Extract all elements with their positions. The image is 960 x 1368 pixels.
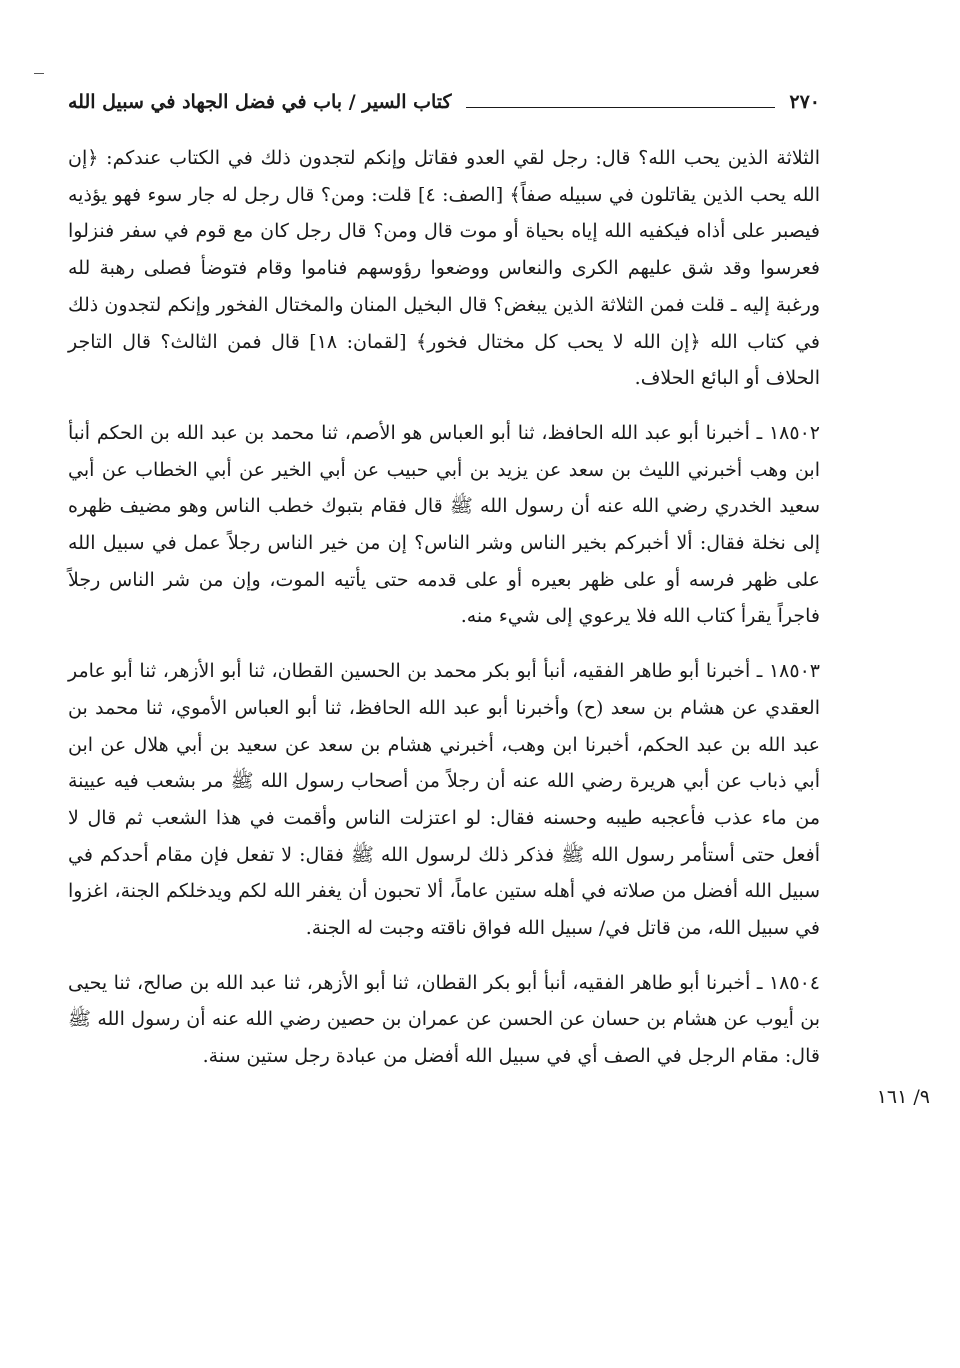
hadith-18503: [68, 653, 820, 947]
paragraph-text: الثلاثة الذين يحب الله؟ قال: رجل لقي العدو فقاتل وإنكم لتجدون ذلك في الكتاب عندكم: ﴿إن الله يحب الذين يقاتلون في سبيله صفاً﴾ [الصف: ٤] قلت: ومن؟ قال رجل له جار سوء فهو يؤذيه فيصبر على أذاه فيكفيه الله إياه بحياة أو موت قال ومن؟ قال رجل كان مع قوم في سفر فنزلوا فعرسوا وقد شق عليهم الكرى والنعاس ووضعوا رؤوسهم فناموا وقام فتوضأ فصلى رهبة لله ورغبة إليه ـ قلت فمن الثلاثة الذين يبغض؟ قال البخيل المنان والمختال الفخور وإنكم لتجدون ذلك في كتاب الله ﴿إن الله لا يحب كل مختال فخور﴾ [لقمان: ١٨] قال فمن الثالث؟ قال التاجر الحلاف أو البائع الحلاف.: [68, 147, 820, 390]
corner-mark: [34, 73, 44, 74]
paragraph-text: ـ أخبرنا أبو عبد الله الحافظ، ثنا أبو العباس هو الأصم، ثنا محمد بن عبد الله بن الحكم أنبأ ابن وهب أخبرني الليث بن سعد عن يزيد بن أبي حبيب عن أبي الخير عن أبي الخطاب عن أبي سعيد الخدري رضي الله عنه أن رسول الله ﷺ قال فقام بتبوك خطب الناس وهو مضيف ظهره إلى نخلة فقال: ألا أخبركم بخير الناس وشر الناس؟ إن من خير الناس رجلاً عمل في سبيل الله على ظهر فرسه أو على ظهر بعيره أو على قدمه حتى يأتيه الموت، وإن من شر الناس رجلاً فاجراً يقرأ كتاب الله فلا يرعوي إلى شيء منه.: [68, 421, 820, 628]
hadith-number: ١٨٥٠٢: [768, 421, 820, 444]
running-title: كتاب السير / باب في فضل الجهاد في سبيل الله: [68, 91, 452, 113]
paragraph-text: ـ أخبرنا أبو طاهر الفقيه، أنبأ أبو بكر محمد بن الحسين القطان، ثنا أبو الأزهر، ثنا أبو عامر العقدي عن هشام بن سعد (ح) وأخبرنا أبو عبد الله الحافظ، ثنا أبو العباس الأموي، ثنا محمد بن عبد الله بن عبد الحكم، أخبرنا ابن وهب، أخبرني هشام بن سعد عن سعيد بن أبي هلال عن ابن أبي ذباب عن أبي هريرة رضي الله عنه أن رجلاً من أصحاب رسول الله ﷺ مر بشعب فيه عيينة من ماء عذب فأعجبه طيبه وحسنه فقال: لو اعتزلت الناس وأقمت في هذا الشعب ثم قال لا أفعل حتى أستأمر رسول الله ﷺ فذكر ذلك لرسول الله ﷺ فقال: لا تفعل فإن مقام أحدكم في سبيل الله أفضل من صلاته في أهله ستين عاماً، ألا تحبون أن يغفر الله لكم ويدخلكم الجنة، اغزوا في سبيل الله، من قاتل في/ سبيل الله فواق ناقته وجبت له الجنة.: [68, 660, 820, 940]
hadith-18504: [68, 965, 820, 1075]
margin-volume-page-note: ٩/ ١٦١: [876, 1086, 930, 1108]
page-header: [68, 84, 820, 120]
page-body: [68, 140, 820, 1093]
header-rule: [466, 107, 776, 108]
paragraph-continuation: [68, 140, 820, 397]
hadith-18502: [68, 415, 820, 635]
hadith-number: ١٨٥٠٣: [768, 660, 820, 683]
hadith-number: ١٨٥٠٤: [768, 971, 820, 994]
paragraph-text: ـ أخبرنا أبو طاهر الفقيه، أنبأ أبو بكر القطان، ثنا أبو الأزهر، ثنا عبد الله بن صالح، ثنا يحيى بن أيوب عن هشام بن حسان عن الحسن عن عمران بن حصين رضي الله عنه أن رسول الله ﷺ قال: مقام الرجل في الصف أي في سبيل الله أفضل من عبادة رجل ستين سنة.: [68, 971, 820, 1068]
page-number: ٢٧٠: [789, 91, 820, 113]
